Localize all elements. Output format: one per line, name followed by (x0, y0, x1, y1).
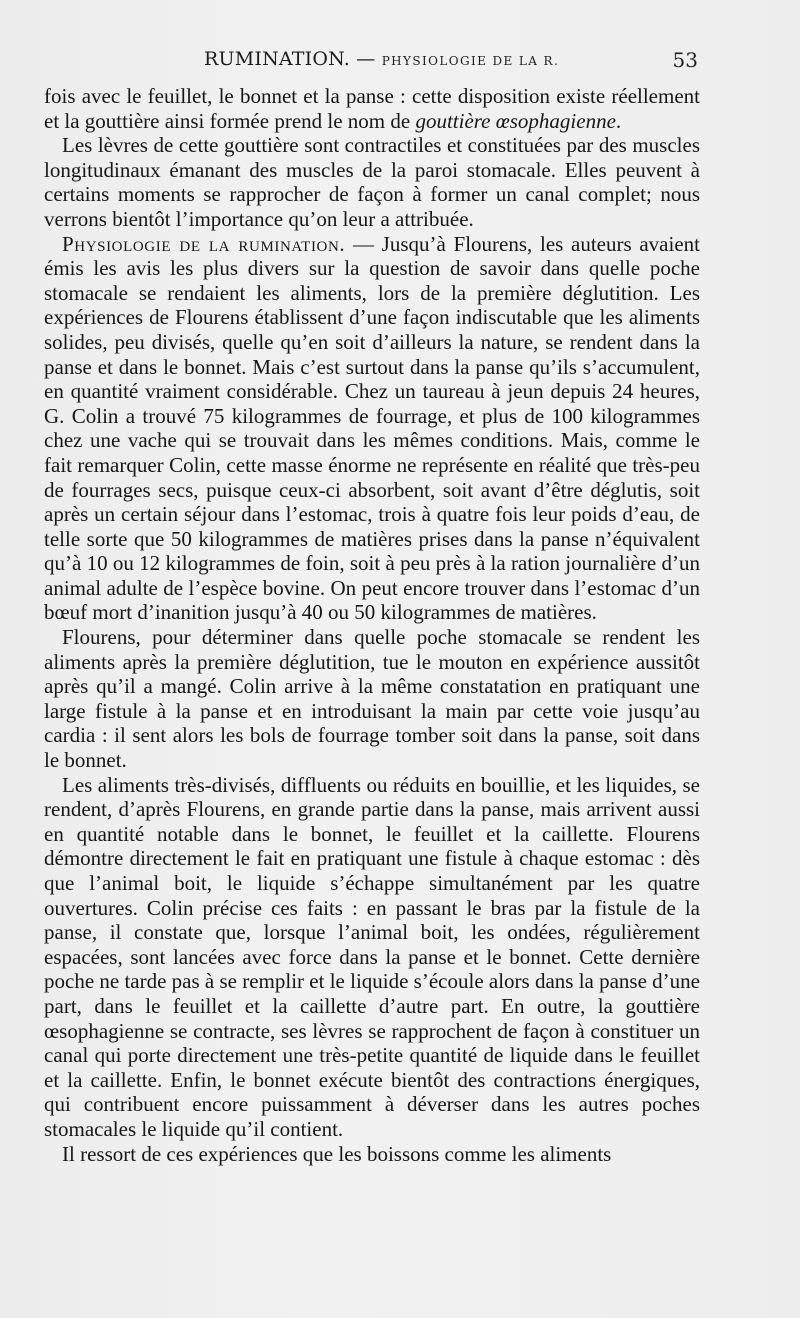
running-head-section: PHYSIOLOGIE DE LA R. (381, 54, 560, 68)
body-text (44, 84, 700, 1166)
paragraph-2: Les lèvres de cette gouttière sont contractiles et constituées par des muscles longitudinaux émanant des muscles de la paroi stomacale. Elles peuvent à certains moments se rapprocher de façon à former un canal complet; nous verrons bientôt l’importance qu’on leur a attribuée. (44, 133, 700, 231)
section-heading: Physiologie de la rumination. (62, 231, 346, 256)
italic-term: gouttière œsophagienne (415, 108, 616, 133)
paragraph-1-end: . (615, 108, 622, 133)
paragraph-1 (44, 84, 700, 133)
running-head-title: RUMINATION. (204, 48, 350, 70)
page-header (44, 48, 700, 74)
page-number: 53 (672, 48, 698, 72)
paragraph-6: Il ressort de ces expériences que les boissons comme les aliments (62, 1141, 612, 1166)
paragraph-3-text: — Jusqu’à Flourens, les auteurs avaient émis les avis les plus divers sur la question de savoir dans quelle poche stomacale se rendaient les aliments, lors de la première déglutition. Les expériences de Flourens établissent d’une façon indiscutable que les aliments solides, peu divisés, quelle qu’en soit d’ailleurs la nature, se rendent dans la panse et dans le bonnet. Mais c’est surtout dans la panse qu’ils s’accumulent, en quantité vraiment considérable. Chez un taureau à jeun depuis 24 heures, G. Colin a trouvé 75 kilogrammes de fourrage, et plus de 100 kilogrammes chez une vache qui se trouvait dans les mêmes conditions. Mais, comme le fait remarquer Colin, cette masse énorme ne représente en réalité que très-peu de fourrages secs, puisque ceux-ci absorbent, soit avant d’être déglutis, soit après un certain séjour dans l’estomac, trois à quatre fois leur poids d’eau, de telle sorte que 50 kilogrammes de matières prises dans la panse n’équivalent qu’à 10 ou 12 kilogrammes de foin, soit à peu près à la ration journalière d’un animal adulte de l’espèce bovine. On peut encore trouver dans l’estomac d’un bœuf mort d’inanition jusqu’à 40 ou 50 kilogrammes de matières. (44, 231, 700, 625)
paragraph-5: Les aliments très-divisés, diffluents ou réduits en bouillie, et les liquides, se rendent, d’après Flourens, en grande partie dans la panse, mais arrivent aussi en quantité notable dans le bonnet, le feuillet et la caillette. Flourens démontre directement le fait en pratiquant une fistule à chaque estomac : dès que l’animal boit, le liquide s’échappe simultanément par les quatre ouvertures. Colin précise ces faits : en passant le bras par la fistule de la panse, il constate que, lorsque l’animal boit, les ondées, régulièrement espacées, sont lancées avec force dans la panse et le bonnet. Cette dernière poche ne tarde pas à se remplir et le liquide s’écoule alors dans la panse d’une part, dans le feuillet et la caillette d’autre part. En outre, la gouttière œsophagienne se contracte, ses lèvres se rapprochent de façon à constituer un canal qui porte directement une très-petite quantité de liquide dans le feuillet et la caillette. Enfin, le bonnet exécute bientôt des contractions énergiques, qui contribuent encore puissamment à déverser dans les autres poches stomacales le liquide qu’il contient. (44, 772, 700, 1141)
running-head (204, 48, 559, 70)
paragraph-4: Flourens, pour déterminer dans quelle poche stomacale se rendent les aliments après la première déglutition, tue le mouton en expérience aussitôt après qu’il a mangé. Colin arrive à la même constatation en pratiquant une large fistule à la panse et en introduisant la main par cette voie jusqu’au cardia : il sent alors les bols de fourrage tomber soit dans la panse, soit dans le bonnet. (44, 625, 700, 773)
paragraph-1-text: fois avec le feuillet, le bonnet et la panse : cette disposition existe réellement et la gouttière ainsi formée prend le nom de (44, 84, 700, 133)
running-head-dash: — (356, 48, 376, 70)
paragraph-3 (44, 232, 700, 626)
